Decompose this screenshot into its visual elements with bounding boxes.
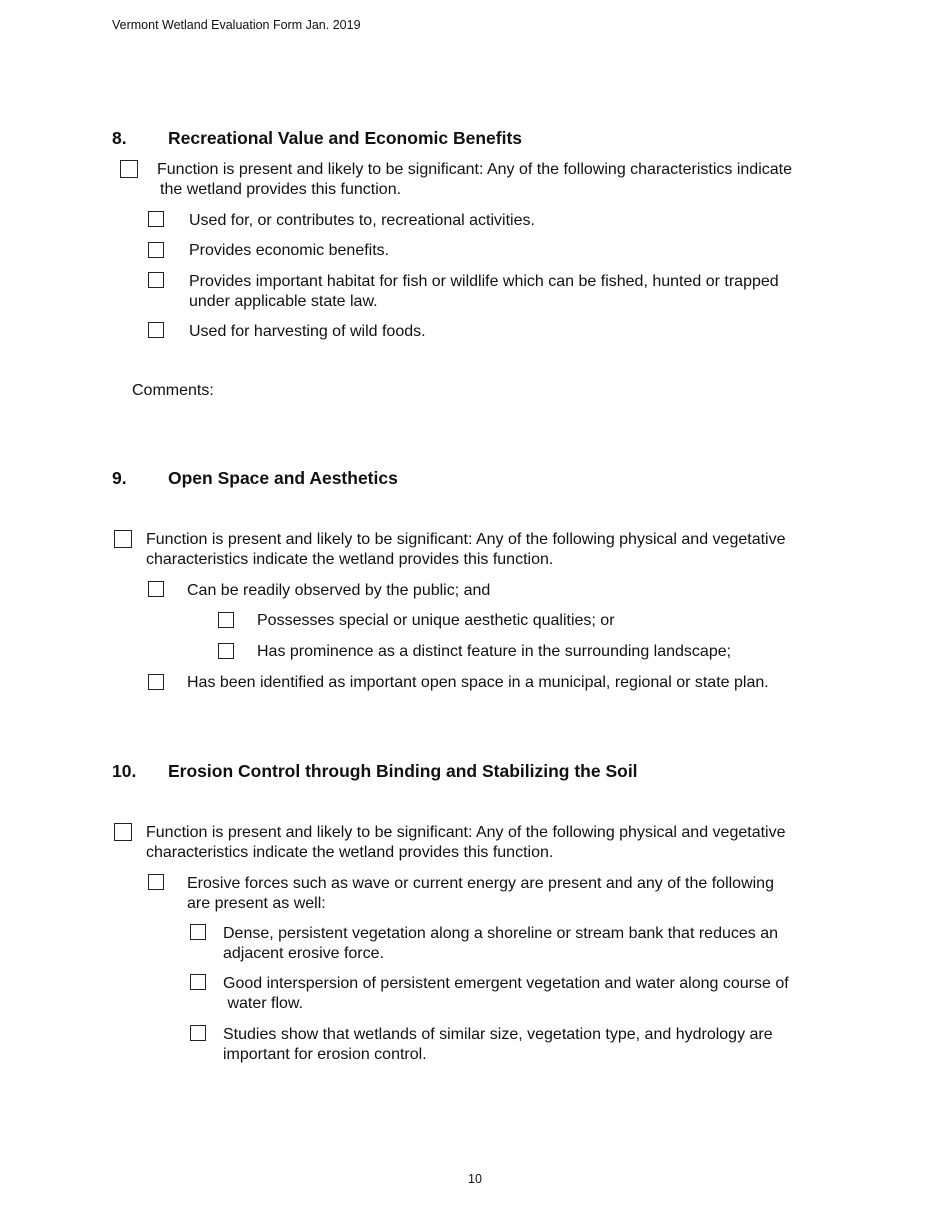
- function-statement: Function is present and likely to be significant: Any of the following characteristics indicate: [157, 161, 792, 178]
- checklist-subitem-cont: adjacent erosive force.: [223, 945, 384, 962]
- section-number: 10.: [112, 761, 137, 781]
- checklist-item: Provides important habitat for fish or wildlife which can be fished, hunted or trapped: [189, 273, 779, 290]
- checklist-item: Can be readily observed by the public; and: [187, 582, 491, 599]
- checklist-item-cont: under applicable state law.: [189, 293, 378, 310]
- interspersion-checkbox[interactable]: [190, 974, 206, 990]
- function-present-checkbox[interactable]: [114, 530, 132, 548]
- checklist-item: Erosive forces such as wave or current energy are present and any of the following: [187, 875, 774, 892]
- function-present-checkbox[interactable]: [120, 160, 138, 178]
- studies-checkbox[interactable]: [190, 1025, 206, 1041]
- comments-label: Comments:: [132, 382, 214, 399]
- observed-by-public-checkbox[interactable]: [148, 581, 164, 597]
- checklist-subitem: Good interspersion of persistent emergent vegetation and water along course of: [223, 975, 789, 992]
- open-space-plan-checkbox[interactable]: [148, 674, 164, 690]
- section-title: Erosion Control through Binding and Stabilizing the Soil: [168, 761, 638, 781]
- recreational-activities-checkbox[interactable]: [148, 211, 164, 227]
- checklist-item: Used for harvesting of wild foods.: [189, 323, 426, 340]
- wild-foods-checkbox[interactable]: [148, 322, 164, 338]
- checklist-subitem-cont: water flow.: [223, 995, 304, 1012]
- checklist-item: Used for, or contributes to, recreational activities.: [189, 212, 535, 229]
- checklist-subitem-cont: important for erosion control.: [223, 1046, 427, 1063]
- function-statement: Function is present and likely to be significant: Any of the following physical and vegetative: [146, 531, 786, 548]
- section-number: 8.: [112, 128, 127, 148]
- page-number: 10: [468, 1172, 482, 1186]
- section-title: Open Space and Aesthetics: [168, 468, 398, 488]
- function-statement-cont: characteristics indicate the wetland provides this function.: [146, 844, 554, 861]
- economic-benefits-checkbox[interactable]: [148, 242, 164, 258]
- function-statement: Function is present and likely to be significant: Any of the following physical and vegetative: [146, 824, 786, 841]
- checklist-subitem: Possesses special or unique aesthetic qualities; or: [257, 612, 615, 629]
- checklist-item-cont: are present as well:: [187, 895, 326, 912]
- section-number: 9.: [112, 468, 127, 488]
- checklist-subitem: Has prominence as a distinct feature in the surrounding landscape;: [257, 643, 732, 660]
- section-title: Recreational Value and Economic Benefits: [168, 128, 522, 148]
- checklist-item: Provides economic benefits.: [189, 242, 390, 259]
- checklist-item: Has been identified as important open space in a municipal, regional or state plan.: [187, 674, 769, 691]
- aesthetic-qualities-checkbox[interactable]: [218, 612, 234, 628]
- function-statement-cont: the wetland provides this function.: [160, 181, 402, 198]
- checklist-subitem: Dense, persistent vegetation along a shoreline or stream bank that reduces an: [223, 925, 778, 942]
- document-header: Vermont Wetland Evaluation Form Jan. 2019: [112, 18, 361, 32]
- dense-vegetation-checkbox[interactable]: [190, 924, 206, 940]
- checklist-subitem: Studies show that wetlands of similar size, vegetation type, and hydrology are: [223, 1026, 773, 1043]
- function-present-checkbox[interactable]: [114, 823, 132, 841]
- function-statement-cont: characteristics indicate the wetland provides this function.: [146, 551, 554, 568]
- habitat-fish-wildlife-checkbox[interactable]: [148, 272, 164, 288]
- erosive-forces-checkbox[interactable]: [148, 874, 164, 890]
- prominence-checkbox[interactable]: [218, 643, 234, 659]
